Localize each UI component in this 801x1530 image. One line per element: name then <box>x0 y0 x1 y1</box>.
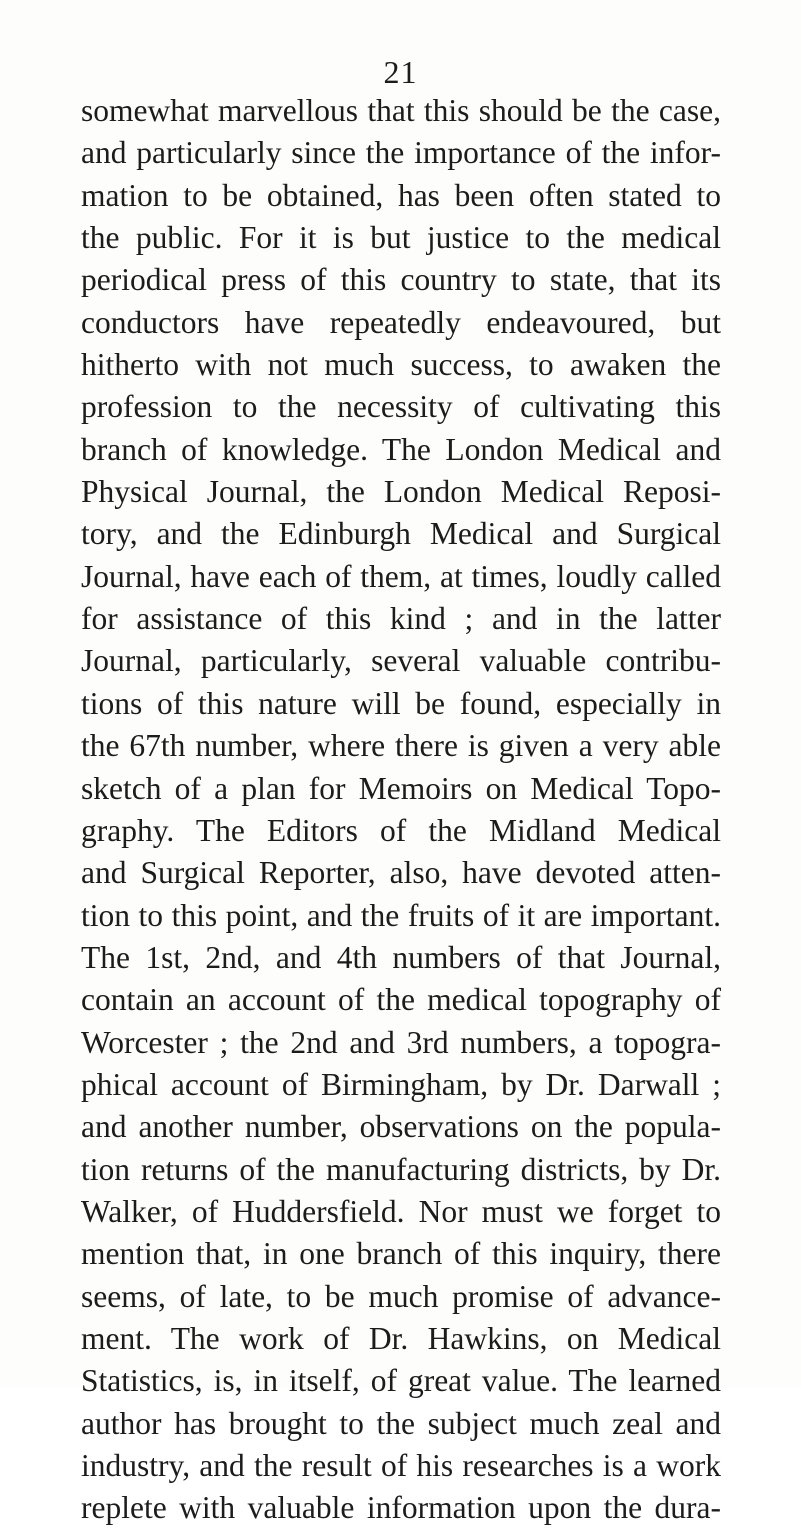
text-line: somewhat marvellous that this should be the case, <box>81 93 721 128</box>
text-line: the 67th number, where there is given a very able <box>81 728 721 764</box>
text-line: phical account of Birmingham, by Dr. Darwall ; <box>81 1066 721 1102</box>
text-line: replete with valuable information upon the dura- <box>81 1490 721 1526</box>
text-line: Walker, of Huddersfield. Nor must we forget to <box>81 1193 721 1229</box>
text-line: mention that, in one branch of this inquiry, there <box>81 1236 721 1272</box>
text-line: mation to be obtained, has been often stated to <box>81 177 721 213</box>
text-line: tion to this point, and the fruits of it are important. <box>81 897 721 933</box>
text-line: conductors have repeatedly endeavoured, but <box>81 304 721 340</box>
text-line: and another number, observations on the popula- <box>81 1109 721 1145</box>
text-line: sketch of a plan for Memoirs on Medical Topo- <box>81 770 721 806</box>
text-line: graphy. The Editors of the Midland Medical <box>81 812 721 848</box>
text-line: contain an account of the medical topography of <box>81 982 721 1018</box>
page-number: 21 <box>383 54 418 90</box>
text-line: ment. The work of Dr. Hawkins, on Medical <box>81 1320 721 1356</box>
text-line: periodical press of this country to state, that its <box>81 262 721 298</box>
text-line: Journal, particularly, several valuable contribu- <box>81 643 721 679</box>
text-line: for assistance of this kind ; and in the latter <box>81 601 721 637</box>
text-line: seems, of late, to be much promise of advance- <box>81 1278 721 1314</box>
text-line: author has brought to the subject much zeal and <box>81 1405 721 1441</box>
text-line: and particularly since the importance of the infor- <box>81 135 721 171</box>
text-line: profession to the necessity of cultivating this <box>81 389 721 425</box>
text-line: Statistics, is, in itself, of great value. The learned <box>81 1363 721 1399</box>
text-line: tory, and the Edinburgh Medical and Surgical <box>81 516 721 552</box>
text-line: Journal, have each of them, at times, loudly called <box>81 558 721 594</box>
body-text <box>81 90 721 1530</box>
text-line: industry, and the result of his researches is a work <box>81 1448 721 1483</box>
text-line: hitherto with not much success, to awaken the <box>81 347 721 383</box>
text-line: The 1st, 2nd, and 4th numbers of that Journal, <box>81 939 721 975</box>
text-line: the public. For it is but justice to the medical <box>81 220 721 256</box>
text-line: tion returns of the manufacturing districts, by Dr. <box>81 1151 721 1187</box>
text-line: and Surgical Reporter, also, have devoted atten- <box>81 855 721 891</box>
text-line: Worcester ; the 2nd and 3rd numbers, a topogra- <box>81 1024 721 1060</box>
text-line: branch of knowledge. The London Medical and <box>81 431 721 467</box>
text-line: tions of this nature will be found, especially in <box>81 685 721 721</box>
text-line: Physical Journal, the London Medical Reposi- <box>81 474 721 510</box>
